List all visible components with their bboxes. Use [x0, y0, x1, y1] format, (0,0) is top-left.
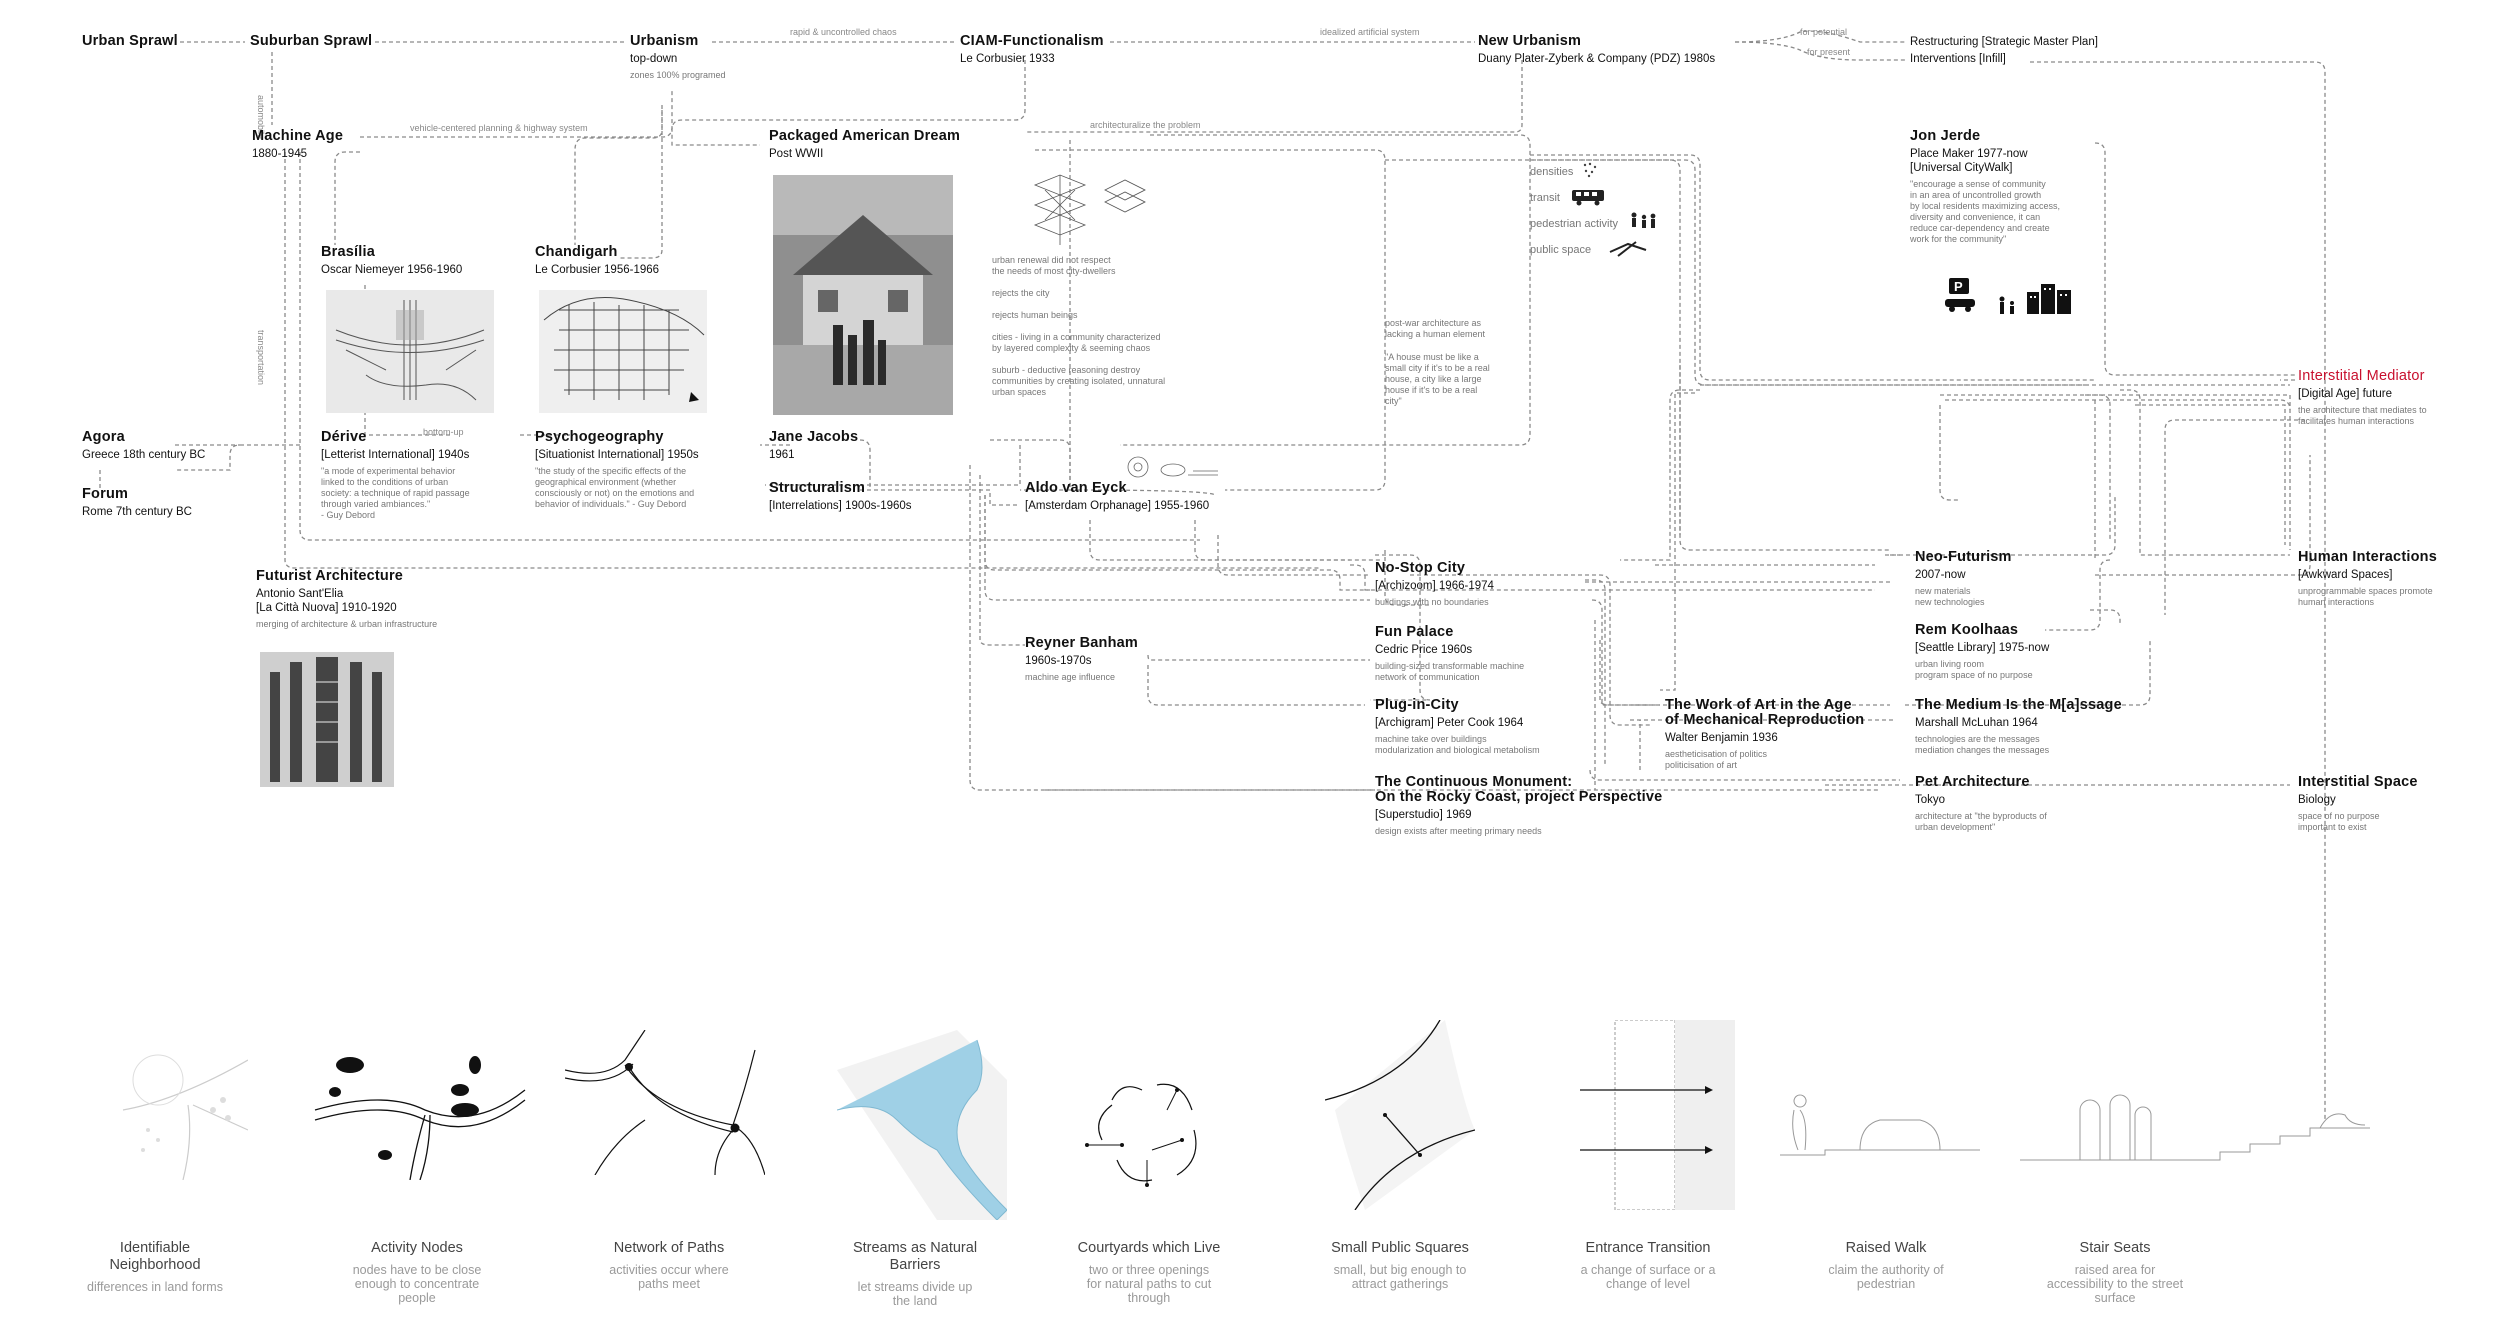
node-note: the architecture that mediates to facilitates human interactions: [2298, 405, 2427, 426]
node-title: Forum: [82, 486, 129, 502]
node-note: "a mode of experimental behavior linked to the conditions of urban society: a technique of rapid passage through varied ambiances." - Guy Debord: [321, 466, 470, 520]
node-title: Futurist Architecture: [256, 568, 404, 584]
link-label-transportation: transportation: [256, 330, 266, 386]
pattern-title: Entrance Transition: [1585, 1240, 1711, 1256]
link-label-rapid: rapid & uncontrolled chaos: [790, 27, 897, 37]
node-title: New Urbanism: [1478, 33, 1582, 49]
node-ciam: [960, 34, 1130, 66]
parking-icon: [1945, 278, 1980, 313]
node-subtitle: 2007-now: [1915, 569, 1966, 581]
node-subtitle: [Situationist International] 1950s: [535, 449, 699, 461]
link-label-bottom-up: bottom-up: [423, 427, 464, 437]
node-title: Brasília: [321, 244, 375, 260]
node-subtitle: Interventions [Infill]: [1910, 53, 2006, 65]
node-note: technologies are the messages mediation changes the messages: [1915, 734, 2050, 755]
node-title: Aldo van Eyck: [1025, 480, 1127, 496]
node-title: Machine Age: [252, 128, 344, 144]
node-subtitle: Le Corbusier 1956-1966: [535, 264, 660, 276]
node-subtitle: Post WWII: [769, 148, 824, 160]
node-aldo-van-eyck: [1025, 481, 1245, 513]
connector: [2095, 143, 2295, 375]
node-title: The Medium Is the M[a]ssage: [1915, 697, 2122, 713]
node-subtitle: [Letterist International] 1940s: [321, 449, 470, 461]
pattern-streams: [805, 1240, 1025, 1308]
connector: [1885, 495, 2115, 555]
node-subtitle: [Seattle Library] 1975-now: [1915, 642, 2050, 654]
node-note: unprogrammable spaces promote human interactions: [2298, 586, 2433, 607]
pattern-title: Activity Nodes: [371, 1240, 463, 1256]
node-title: Structuralism: [769, 480, 866, 496]
courtyards-sketch: [1082, 1070, 1212, 1190]
pattern-note: raised area for accessibility to the street surface: [2046, 1263, 2184, 1305]
link-label-for-present: for present: [1807, 47, 1851, 57]
node-title: Packaged American Dream: [769, 128, 961, 144]
raised-walk-sketch: [1780, 1080, 1980, 1165]
pattern-title: Courtyards which Live: [1077, 1240, 1221, 1256]
node-subtitle: Rome 7th century BC: [82, 506, 192, 518]
node-title: Pet Architecture: [1915, 774, 2030, 790]
node-title: Rem Koolhaas: [1915, 622, 2019, 638]
pattern-title: Network of Paths: [613, 1240, 725, 1256]
pedestrian-icon: [1628, 212, 1658, 232]
node-note: architecture at "the byproducts of urban development": [1915, 811, 2047, 832]
connector: [1660, 393, 1695, 690]
node-title: Reyner Banham: [1025, 635, 1138, 651]
node-packaged-dream: [769, 129, 969, 161]
node-title: Urbanism: [630, 33, 699, 49]
node-title: Agora: [82, 429, 125, 445]
post-war-note: post-war architecture as lacking a human element: [1385, 318, 1486, 339]
node-subtitle: Walter Benjamin 1936: [1665, 732, 1778, 744]
node-interstitial-mediator: [2298, 369, 2478, 427]
node-title: Psychogeography: [535, 429, 664, 445]
connector: [2165, 420, 2305, 615]
node-urban-sprawl: [82, 34, 192, 49]
node-subtitle: Biology: [2298, 794, 2336, 806]
node-subtitle: [Amsterdam Orphanage] 1955-1960: [1025, 500, 1210, 512]
node-note: "encourage a sense of community in an area of uncontrolled growth by local residents maximizing access, diversity and convenience, it can reduce car-dependency and create work for the community": [1910, 179, 2061, 244]
node-subtitle: [Archizoom] 1966-1974: [1375, 580, 1494, 592]
pattern-note: a change of surface or a change of level: [1580, 1263, 1716, 1291]
node-derive: [321, 430, 521, 521]
connector: [335, 152, 360, 245]
connector: [1600, 640, 1650, 705]
node-reyner-banham: [1025, 636, 1175, 683]
entrance-transition-sketch: [1570, 1020, 1735, 1210]
node-title: The Work of Art in the Age of Mechanical Reproduction: [1665, 697, 1865, 728]
connector: [1940, 405, 1960, 500]
neighborhood-sketch: [118, 1050, 248, 1180]
node-machine-age: [252, 129, 372, 161]
network-paths-sketch: [565, 1030, 765, 1175]
node-subtitle: [Digital Age] future: [2298, 388, 2392, 400]
node-note: space of no purpose important to exist: [2298, 811, 2380, 832]
pattern-title: Stair Seats: [2079, 1240, 2151, 1256]
chandigarh-plan-image: [539, 290, 707, 413]
node-title: No-Stop City: [1375, 560, 1466, 576]
node-suburban-sprawl: [250, 34, 380, 49]
node-medium-massage: [1915, 698, 2155, 756]
pattern-entrance-transition: [1538, 1240, 1758, 1291]
node-work-of-art: [1665, 698, 1885, 771]
node-jane-jacobs: [769, 430, 889, 462]
node-title: Jane Jacobs: [769, 429, 859, 445]
pattern-note: activities occur where paths meet: [609, 1263, 729, 1291]
node-subtitle: Antonio Sant'Elia [La Città Nuova] 1910-1920: [256, 588, 397, 614]
link-label-automobile: automobile: [256, 95, 266, 140]
node-subtitle: Duany Plater-Zyberk & Company (PDZ) 1980s: [1478, 53, 1716, 65]
house-quote-note: "A house must be like a small city if it's to be a real house, a city like a large house if it's to be a real city": [1385, 352, 1490, 406]
node-subtitle: [Superstudio] 1969: [1375, 809, 1472, 821]
node-human-interactions: [2298, 550, 2488, 608]
node-note: machine take over buildings modularization and biological metabolism: [1375, 734, 1540, 755]
connector: [1195, 520, 1380, 560]
node-no-stop-city: [1375, 561, 1585, 608]
node-title: Neo-Futurism: [1915, 549, 2012, 565]
pattern-note: nodes have to be close enough to concentrate people: [352, 1263, 482, 1305]
svg-text:P: P: [1954, 279, 1963, 294]
pattern-title: Streams as Natural Barriers: [852, 1240, 978, 1273]
public-space-icon: [1608, 238, 1650, 258]
layered-city-sketch: [1025, 160, 1155, 260]
family-icon: [1997, 295, 2021, 315]
pattern-note: claim the authority of pedestrian: [1828, 1263, 1944, 1291]
streams-sketch: [837, 1030, 1007, 1220]
node-agora: [82, 430, 242, 462]
futurist-architecture-image: [260, 652, 394, 787]
stair-seats-sketch: [2020, 1070, 2370, 1165]
node-subtitle: Place Maker 1977-now [Universal CityWalk]: [1910, 148, 2028, 174]
node-jon-jerde: [1910, 129, 2110, 245]
node-note: machine age influence: [1025, 672, 1116, 682]
pattern-note: let streams divide up the land: [857, 1280, 973, 1308]
pattern-title: Identifiable Neighborhood: [109, 1240, 201, 1273]
link-label-vehicle: vehicle-centered planning & highway system: [410, 123, 588, 133]
connector: [2120, 390, 2290, 555]
pattern-network-paths: [559, 1240, 779, 1291]
node-subtitle: 1960s-1970s: [1025, 655, 1092, 667]
node-continuous-monument: [1375, 775, 1685, 837]
node-fun-palace: [1375, 625, 1595, 683]
legend-pedestrian: pedestrian activity: [1530, 218, 1619, 230]
link-label-architecturalize: architecturalize the problem: [1090, 120, 1201, 130]
pattern-small-squares: [1290, 1240, 1510, 1291]
node-subtitle: [Awkward Spaces]: [2298, 569, 2393, 581]
node-subtitle: Tokyo: [1915, 794, 1946, 806]
pattern-stair-seats: [2005, 1240, 2225, 1305]
pattern-identifiable-neighborhood: [45, 1240, 265, 1294]
pattern-title: Raised Walk: [1845, 1240, 1927, 1256]
connector: [2085, 395, 2110, 540]
node-subtitle: 1961: [769, 449, 795, 461]
legend-public-space: public space: [1530, 244, 1592, 256]
node-subtitle: Marshall McLuhan 1964: [1915, 717, 2038, 729]
node-title: Urban Sprawl: [82, 33, 178, 49]
brasilia-plan-image: [326, 290, 494, 413]
buildings-icon: [2025, 282, 2075, 314]
node-title: Jon Jerde: [1910, 128, 1981, 144]
node-note: zones 100% programed: [630, 70, 726, 80]
node-title: Interstitial Mediator: [2298, 368, 2425, 384]
pattern-title: Small Public Squares: [1331, 1240, 1469, 1256]
node-note: new materials new technologies: [1915, 586, 1985, 607]
pattern-courtyards: [1039, 1240, 1259, 1305]
node-psychogeography: [535, 430, 755, 510]
legend-transit: transit: [1530, 192, 1560, 204]
node-rem-koolhaas: [1915, 623, 2115, 681]
pattern-activity-nodes: [307, 1240, 527, 1305]
connector: [1592, 600, 1660, 705]
pattern-note: differences in land forms: [87, 1280, 223, 1294]
connector: [2095, 455, 2310, 575]
node-chandigarh: [535, 245, 705, 277]
node-title: Human Interactions: [2298, 549, 2437, 565]
node-interstitial-space: [2298, 775, 2478, 833]
connector: [1148, 655, 1370, 660]
node-title: Dérive: [321, 429, 367, 445]
packaged-dream-photo: [773, 175, 953, 415]
node-brasilia: [321, 245, 491, 277]
node-restructuring: [1910, 35, 2170, 66]
orphanage-plan-sketch: [1118, 453, 1223, 483]
node-subtitle: Oscar Niemeyer 1956-1960: [321, 264, 463, 276]
node-note: building-sized transformable machine network of communication: [1375, 661, 1525, 682]
connector: [1218, 535, 1370, 575]
link-label-for-potential: for potential: [1800, 27, 1848, 37]
node-plug-in-city: [1375, 698, 1605, 756]
node-new-urbanism: [1478, 34, 1748, 66]
node-title: The Continuous Monument: On the Rocky Coast, project Perspective: [1375, 774, 1663, 805]
node-subtitle: 1880-1945: [252, 148, 307, 160]
node-futurist: [256, 569, 496, 630]
node-forum: [82, 487, 242, 519]
node-title: Fun Palace: [1375, 624, 1454, 640]
node-subtitle: [Interrelations] 1900s-1960s: [769, 500, 912, 512]
node-title: Suburban Sprawl: [250, 33, 373, 49]
activity-nodes-sketch: [305, 1050, 530, 1180]
pattern-raised-walk: [1776, 1240, 1996, 1291]
node-subtitle: [Archigram] Peter Cook 1964: [1375, 717, 1524, 729]
node-title: Plug-in-City: [1375, 697, 1459, 713]
node-title: Interstitial Space: [2298, 774, 2418, 790]
connector: [620, 110, 662, 258]
connector: [1148, 665, 1365, 705]
node-subtitle: Greece 18th century BC: [82, 449, 206, 461]
pattern-note: small, but big enough to attract gatherings: [1333, 1263, 1467, 1291]
connector: [980, 475, 1025, 645]
legend-densities: densities: [1530, 166, 1574, 178]
connector: [575, 105, 662, 245]
node-subtitle: top-down: [630, 53, 678, 65]
node-title: Chandigarh: [535, 244, 618, 260]
node-urbanism: [630, 34, 780, 81]
node-title: Restructuring [Strategic Master Plan]: [1910, 36, 2098, 48]
connector: [1945, 400, 2290, 410]
pattern-note: two or three openings for natural paths to cut through: [1086, 1263, 1212, 1305]
connector: [2135, 405, 2285, 545]
link-label-idealized: idealized artificial system: [1320, 27, 1420, 37]
densities-icon: [1580, 160, 1600, 180]
node-subtitle: Le Corbusier 1933: [960, 53, 1055, 65]
node-note: urban living room program space of no purpose: [1915, 659, 2033, 680]
node-note: merging of architecture & urban infrastructure: [256, 619, 438, 629]
node-subtitle: Cedric Price 1960s: [1375, 644, 1473, 656]
node-note: aestheticisation of politics politicisation of art: [1665, 749, 1768, 770]
node-note: "the study of the specific effects of the geographical environment (whether consciously or not) on the emotions and behavior of individuals." - Guy Debord: [535, 466, 695, 509]
node-title: CIAM-Functionalism: [960, 33, 1104, 49]
small-squares-sketch: [1325, 1020, 1475, 1210]
node-structuralism: [769, 481, 949, 513]
connector: [1620, 390, 1700, 560]
bus-icon: [1570, 188, 1606, 206]
node-note: design exists after meeting primary needs: [1375, 826, 1542, 836]
packaged-dream-notes: urban renewal did not respect the needs of most city-dwellers rejects the city rejects human beings cities - living in a community characterized by layered complexity & seeming chaos suburb - deductive reasoning destroy communities by creating isolated, unnatural urban spaces: [992, 255, 1166, 397]
node-pet-architecture: [1915, 775, 2115, 833]
node-note: buildings with no boundaries: [1375, 597, 1489, 607]
node-neo-futurism: [1915, 550, 2095, 608]
